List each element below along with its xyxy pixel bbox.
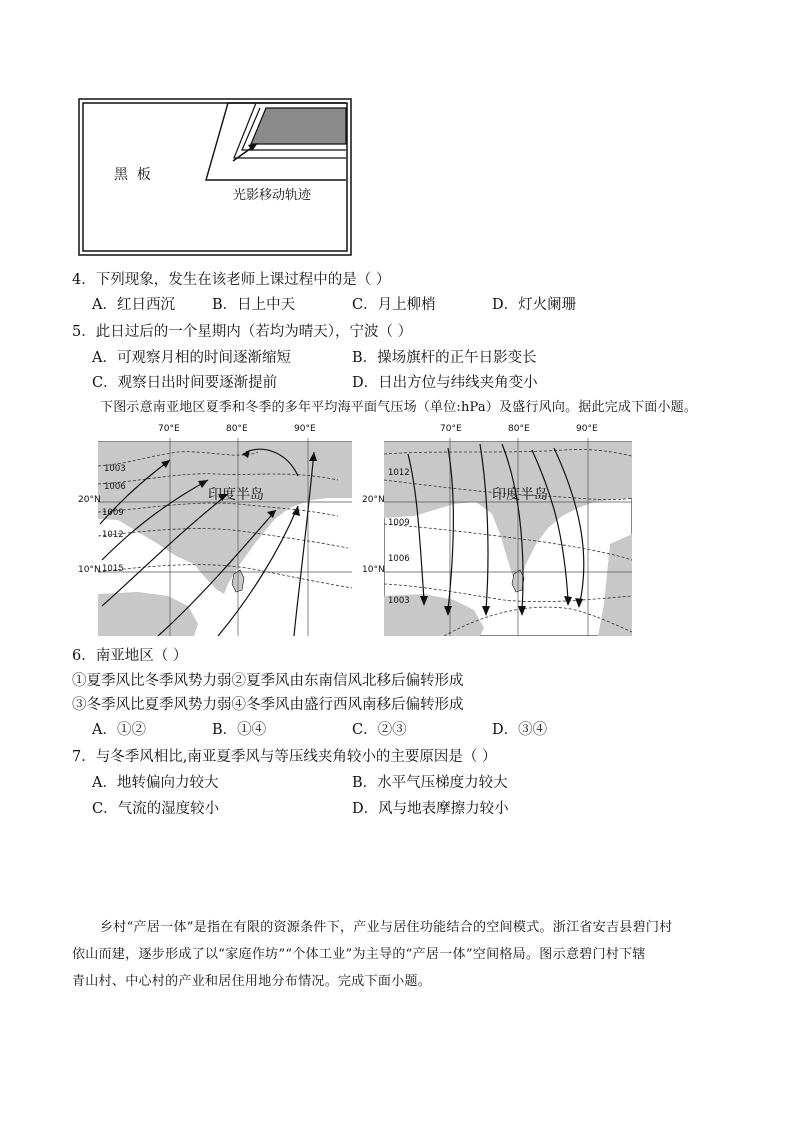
summer-isobar-1003: 1003 <box>104 464 126 474</box>
q7-option-d[interactable]: D．风与地表摩擦力较小 <box>352 801 509 817</box>
q4-option-b[interactable]: B．日上中天 <box>212 297 296 313</box>
q6-option-a[interactable]: A．①② <box>92 722 146 738</box>
final-paragraph-line2: 依山而建，逐步形成了以“家庭作坊”“个体工业”为主导的“产居一体”空间格局。图示意碧门村下辖 <box>72 947 646 962</box>
q5-option-a[interactable]: A．可观察月相的时间逐渐缩短 <box>92 350 291 366</box>
summer-lat-20: 20°N <box>78 495 101 505</box>
q6-option-d[interactable]: D．③④ <box>492 722 548 738</box>
q6-statement-line2: ③冬季风比夏季风势力弱④冬季风由盛行西风南移后偏转形成 <box>72 697 464 713</box>
q6-statement-line1: ①夏季风比冬季风势力弱②夏季风由东南信风北移后偏转形成 <box>72 673 464 689</box>
summer-lat-10: 10°N <box>78 565 101 575</box>
q7-option-a[interactable]: A．地转偏向力较大 <box>92 775 219 791</box>
summer-lon-80: 80°E <box>226 424 248 434</box>
summer-lon-70: 70°E <box>158 424 180 434</box>
q7-option-c[interactable]: C．气流的湿度较小 <box>92 801 220 817</box>
winter-lat-10: 10°N <box>362 565 385 575</box>
question-7-stem: 7．与冬季风相比,南亚夏季风与等压线夹角较小的主要原因是（ ） <box>72 749 497 765</box>
winter-map-svg <box>384 424 632 636</box>
final-paragraph-line1: 乡村“产居一体”是指在有限的资源条件下，产业与居住功能结合的空间模式。浙江省安吉县碧门村 <box>100 920 673 935</box>
question-4-stem: 4．下列现象，发生在该老师上课过程中的是（ ） <box>72 272 391 288</box>
q4-option-c[interactable]: C．月上柳梢 <box>352 297 436 313</box>
q7-option-b[interactable]: B．水平气压梯度力较大 <box>352 775 508 791</box>
q6-option-b[interactable]: B．①④ <box>212 722 267 738</box>
winter-region-label: 印度半岛 <box>492 487 548 503</box>
q4-option-d[interactable]: D．灯火阑珊 <box>492 297 577 313</box>
question-6-stem: 6．南亚地区（ ） <box>72 648 188 664</box>
trajectory-label: 光影移动轨迹 <box>233 188 312 203</box>
summer-isobar-1006: 1006 <box>104 482 126 492</box>
winter-lon-90: 90°E <box>576 424 598 434</box>
blackboard-label: 黑 板 <box>114 167 151 183</box>
summer-isobar-1009: 1009 <box>102 508 124 518</box>
question-5-stem: 5．此日过后的一个星期内（若均为晴天），宁波（ ） <box>72 324 413 340</box>
winter-isobar-1012: 1012 <box>388 468 410 478</box>
summer-map-svg <box>98 424 352 636</box>
winter-isobar-1009: 1009 <box>388 518 410 528</box>
q5-option-d[interactable]: D．日出方位与纬线夹角变小 <box>352 375 538 391</box>
summer-pressure-map <box>78 424 352 636</box>
final-paragraph <box>100 914 740 941</box>
q6-option-c[interactable]: C．②③ <box>352 722 407 738</box>
winter-isobar-1003: 1003 <box>388 596 410 606</box>
winter-lon-70: 70°E <box>440 424 462 434</box>
q5-option-b[interactable]: B．操场旗杆的正午日影变长 <box>352 350 537 366</box>
final-paragraph-line3: 青山村、中心村的产业和居住用地分布情况。完成下面小题。 <box>72 974 432 989</box>
maps-intro: 下图示意南亚地区夏季和冬季的多年平均海平面气压场（单位:hPa）及盛行风向。据此完成下面小题。 <box>100 400 698 415</box>
summer-region-label: 印度半岛 <box>208 487 264 503</box>
winter-lat-20: 20°N <box>362 495 385 505</box>
blackboard-figure <box>78 98 352 256</box>
winter-lon-80: 80°E <box>508 424 530 434</box>
summer-lon-90: 90°E <box>294 424 316 434</box>
q4-option-a[interactable]: A．红日西沉 <box>92 297 175 313</box>
winter-isobar-1006: 1006 <box>388 554 410 564</box>
summer-isobar-1012: 1012 <box>102 530 124 540</box>
summer-isobar-1015: 1015 <box>102 564 124 574</box>
q5-option-c[interactable]: C．观察日出时间要逐渐提前 <box>92 375 278 391</box>
winter-pressure-map <box>362 424 632 636</box>
